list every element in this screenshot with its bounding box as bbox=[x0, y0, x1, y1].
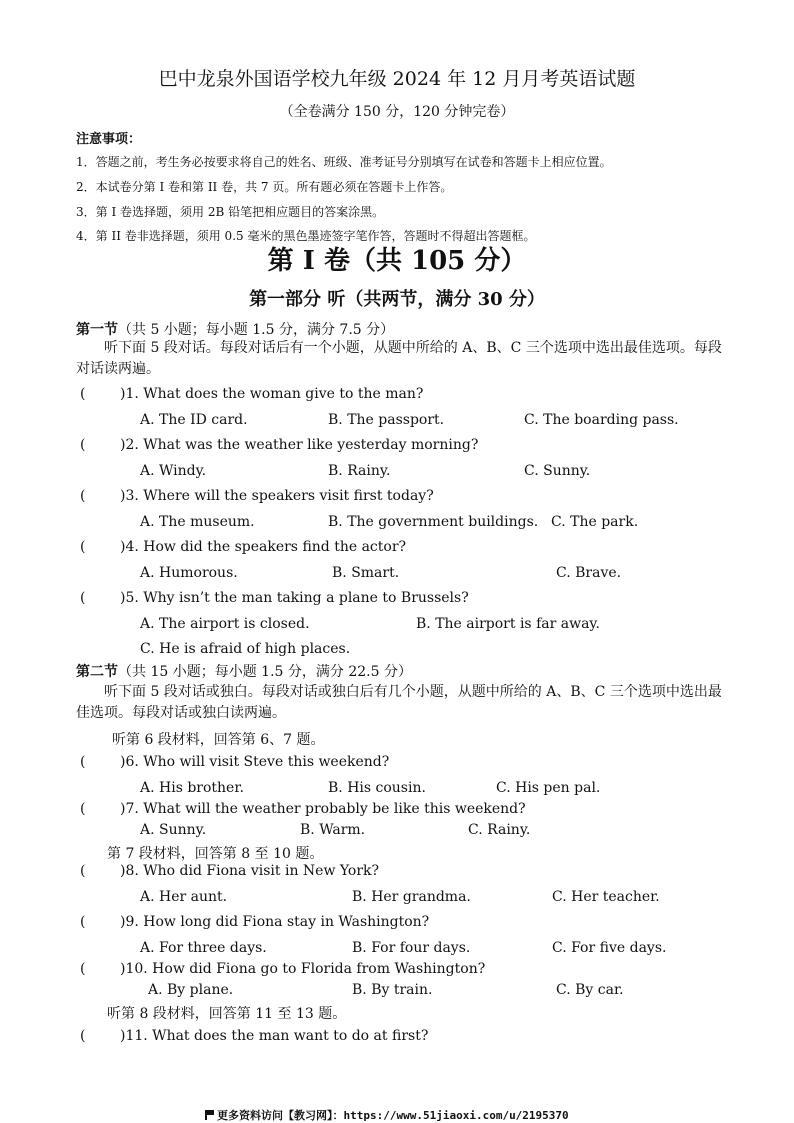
option-a: A. Windy. bbox=[140, 463, 207, 479]
option-c: C. Brave. bbox=[556, 565, 622, 581]
question-8 bbox=[80, 863, 379, 879]
option-b: B. The government buildings. bbox=[328, 514, 539, 530]
option-c: C. He is afraid of high places. bbox=[140, 641, 351, 657]
option-a: A. For three days. bbox=[140, 940, 267, 956]
option-c: C. Sunny. bbox=[524, 463, 591, 479]
question-text: )11. What does the man want to do at first? bbox=[120, 1028, 429, 1044]
question-5 bbox=[80, 590, 469, 606]
section1-info: （共 5 小题；每小题 1.5 分，满分 7.5 分） bbox=[118, 322, 395, 338]
section2-info: （共 15 小题；每小题 1.5 分，满分 22.5 分） bbox=[118, 664, 412, 680]
option-a: A. Humorous. bbox=[140, 565, 238, 581]
question-text: )10. How did Fiona go to Florida from Washington? bbox=[120, 961, 486, 977]
answer-paren[interactable]: ( bbox=[80, 590, 86, 606]
volume-title: 第 I 卷（共 105 分） bbox=[267, 246, 527, 276]
answer-paren[interactable]: ( bbox=[80, 914, 86, 930]
option-b: B. By train. bbox=[352, 982, 433, 998]
option-b: B. Her grandma. bbox=[352, 889, 471, 905]
question-text: )1. What does the woman give to the man? bbox=[120, 386, 424, 402]
answer-paren[interactable]: ( bbox=[80, 754, 86, 770]
option-c: C. By car. bbox=[556, 982, 624, 998]
section2-label: 第二节 bbox=[76, 664, 118, 680]
option-c: C. The park. bbox=[551, 514, 639, 530]
footer-text: 更多资料访问【教习网】：https://www.51jiaoxi.com/u/2195370 bbox=[217, 1109, 569, 1122]
option-c: C. Rainy. bbox=[468, 822, 531, 838]
question-text: )6. Who will visit Steve this weekend? bbox=[120, 754, 390, 770]
option-c: C. The boarding pass. bbox=[524, 412, 679, 428]
option-c: C. His pen pal. bbox=[496, 780, 601, 796]
option-c: C. Her teacher. bbox=[552, 889, 660, 905]
section2-heading bbox=[76, 661, 412, 681]
option-a: A. Her aunt. bbox=[140, 889, 228, 905]
question-4 bbox=[80, 539, 406, 555]
exam-subtitle: （全卷满分 150 分，120 分钟完卷） bbox=[279, 104, 515, 120]
material-note: 第 7 段材料，回答第 8 至 10 题。 bbox=[107, 846, 324, 862]
notes-heading: 注意事项： bbox=[76, 132, 142, 147]
exam-title: 巴中龙泉外国语学校九年级 2024 年 12 月月考英语试题 bbox=[158, 68, 636, 90]
option-a: A. The airport is closed. bbox=[140, 616, 310, 632]
option-a: A. By plane. bbox=[148, 982, 234, 998]
section2-instruction: 听下面 5 段对话或独白。每段对话或独白后有几个小题，从题中所给的 A、B、C 三个选项中选出最佳选项。每段对话或独白读两遍。 bbox=[76, 684, 722, 721]
answer-paren[interactable]: ( bbox=[80, 386, 86, 402]
question-text: )4. How did the speakers find the actor? bbox=[120, 539, 407, 555]
question-text: )5. Why isn’t the man taking a plane to Brussels? bbox=[120, 590, 469, 606]
option-b: B. Rainy. bbox=[328, 463, 391, 479]
question-text: )2. What was the weather like yesterday morning? bbox=[120, 437, 479, 453]
note-item: 3．第 I 卷选择题，须用 2B 铅笔把相应题目的答案涂黑。 bbox=[76, 205, 385, 219]
question-text: )7. What will the weather probably be like this weekend? bbox=[120, 801, 526, 817]
section1-label: 第一节 bbox=[76, 322, 118, 338]
question-2 bbox=[80, 437, 478, 453]
flag-icon bbox=[205, 1110, 214, 1120]
option-b: B. His cousin. bbox=[328, 780, 426, 796]
option-a: A. The ID card. bbox=[140, 412, 248, 428]
question-text: )8. Who did Fiona visit in New York? bbox=[120, 863, 380, 879]
answer-paren[interactable]: ( bbox=[80, 801, 86, 817]
option-a: A. Sunny. bbox=[140, 822, 207, 838]
option-a: A. His brother. bbox=[140, 780, 244, 796]
question-10 bbox=[80, 961, 485, 977]
question-9 bbox=[80, 914, 429, 930]
section1-instruction: 听下面 5 段对话。每段对话后有一个小题，从题中所给的 A、B、C 三个选项中选出最佳选项。每段对话读两遍。 bbox=[76, 340, 722, 377]
question-text: )9. How long did Fiona stay in Washington? bbox=[120, 914, 430, 930]
note-item: 2．本试卷分第 I 卷和第 II 卷，共 7 页。所有题必须在答题卡上作答。 bbox=[76, 180, 453, 194]
question-7 bbox=[80, 801, 526, 817]
material-note: 听第 6 段材料，回答第 6、7 题。 bbox=[112, 732, 325, 748]
footer-link[interactable] bbox=[205, 1107, 569, 1123]
option-b: B. Warm. bbox=[300, 822, 366, 838]
option-b: B. The airport is far away. bbox=[416, 616, 600, 632]
question-11 bbox=[80, 1028, 428, 1044]
section1-heading bbox=[76, 319, 394, 339]
part-title: 第一部分 听（共两节，满分 30 分） bbox=[249, 289, 545, 310]
question-1 bbox=[80, 386, 423, 402]
question-3 bbox=[80, 488, 434, 504]
question-text: )3. Where will the speakers visit first today? bbox=[120, 488, 434, 504]
note-item: 1．答题之前，考生务必按要求将自己的姓名、班级、准考证号分别填写在试卷和答题卡上相应位置。 bbox=[76, 155, 612, 169]
option-c: C. For five days. bbox=[552, 940, 667, 956]
answer-paren[interactable]: ( bbox=[80, 488, 86, 504]
answer-paren[interactable]: ( bbox=[80, 863, 86, 879]
option-b: B. Smart. bbox=[332, 565, 400, 581]
option-a: A. The museum. bbox=[140, 514, 255, 530]
option-b: B. For four days. bbox=[352, 940, 471, 956]
note-item: 4．第 II 卷非选择题，须用 0.5 毫米的黑色墨迹签字笔作答，答题时不得超出答题框。 bbox=[76, 229, 536, 243]
answer-paren[interactable]: ( bbox=[80, 437, 86, 453]
answer-paren[interactable]: ( bbox=[80, 539, 86, 555]
answer-paren[interactable]: ( bbox=[80, 1028, 86, 1044]
option-b: B. The passport. bbox=[328, 412, 445, 428]
material-note: 听第 8 段材料，回答第 11 至 13 题。 bbox=[107, 1006, 347, 1022]
question-6 bbox=[80, 754, 389, 770]
answer-paren[interactable]: ( bbox=[80, 961, 86, 977]
